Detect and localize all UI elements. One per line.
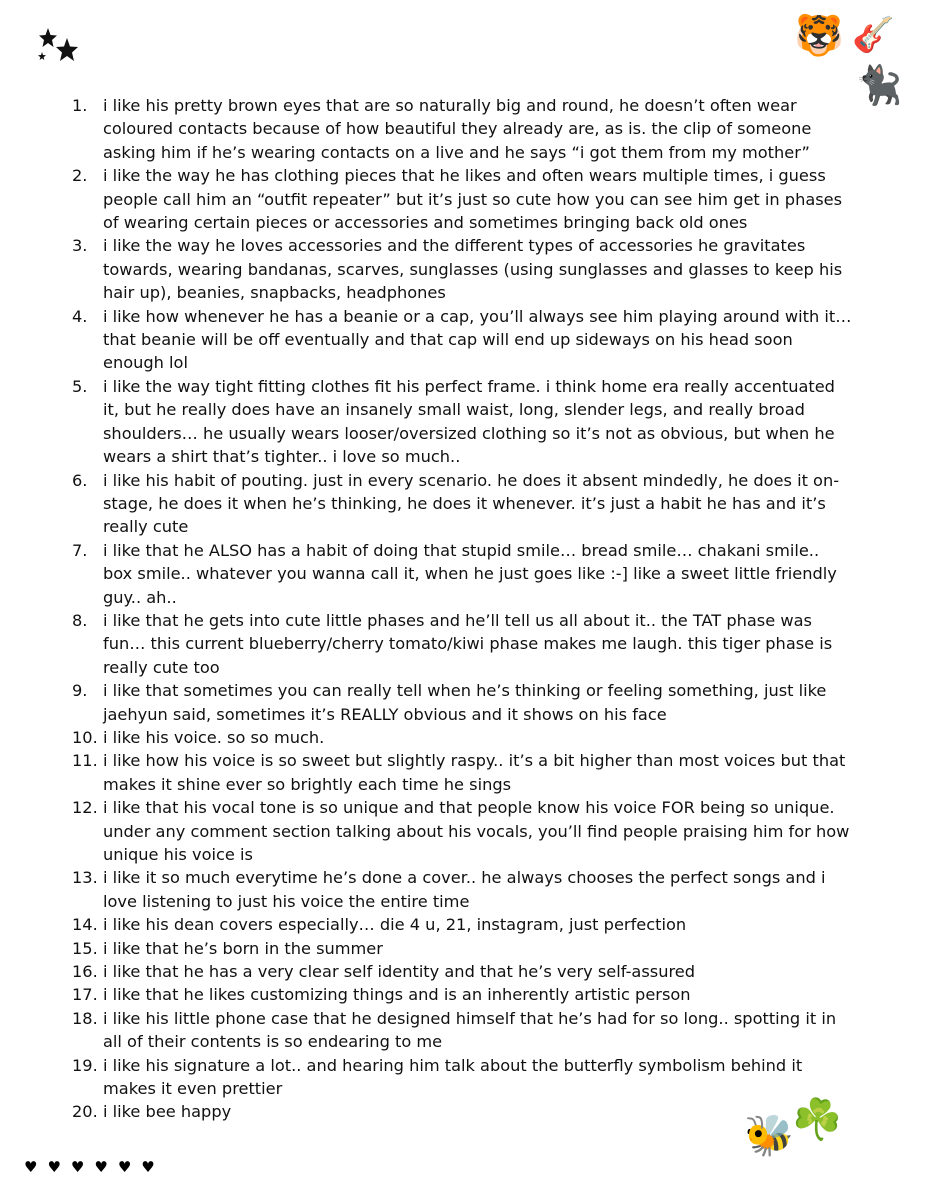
item-text: i like that he has a very clear self identity and that he’s very self-assured bbox=[103, 962, 695, 982]
list-item bbox=[72, 983, 852, 1006]
item-text: i like how his voice is so sweet but slightly raspy.. it’s a bit higher than most voices but that makes it shine ever so brightly each time he sings bbox=[103, 751, 846, 794]
item-number: 11. bbox=[72, 751, 98, 771]
item-number: 10. bbox=[72, 727, 98, 747]
item-number: 5. bbox=[72, 376, 88, 396]
item-number: 7. bbox=[72, 540, 88, 560]
item-text: i like that he’s born in the summer bbox=[103, 938, 383, 958]
item-number: 4. bbox=[72, 306, 88, 326]
item-text: i like that he likes customizing things and is an inherently artistic person bbox=[103, 985, 691, 1005]
bee-icon: 🐝 bbox=[744, 1113, 794, 1159]
item-text: i like the way tight fitting clothes fit his perfect frame. i think home era really accentuated it, but he really does have an insanely small waist, long, slender legs, and really broad shoulders… he usually wears looser/oversized clothing so it’s not as obvious, but when he wears a shirt that’s tighter.. i love so much.. bbox=[103, 376, 835, 467]
item-text: i like that he ALSO has a habit of doing that stupid smile… bread smile… chakani smile.. box smile.. whatever you wanna call it, when he just goes like :-] like a sweet little friendly guy.. ah.. bbox=[103, 540, 837, 607]
heart-icon: ♥ bbox=[24, 1158, 38, 1176]
list-item bbox=[72, 375, 852, 469]
list-item bbox=[72, 1007, 852, 1054]
item-number: 9. bbox=[72, 681, 88, 701]
item-text: i like his voice. so so much. bbox=[103, 727, 325, 747]
list-item bbox=[72, 164, 852, 234]
list-item bbox=[72, 1054, 852, 1101]
list-item bbox=[72, 913, 852, 936]
item-number: 20. bbox=[72, 1102, 98, 1122]
item-text: i like his habit of pouting. just in every scenario. he does it absent mindedly, he does it on-stage, he does it when he’s thinking, he does it whenever. it’s just a habit he has and it’s really cute bbox=[103, 470, 840, 537]
sparkle-stars-icon bbox=[36, 26, 82, 66]
list-item bbox=[72, 469, 852, 539]
heart-icon: ♥ bbox=[70, 1158, 85, 1176]
list-item bbox=[72, 937, 852, 960]
item-number: 1. bbox=[72, 96, 88, 115]
item-number: 12. bbox=[72, 798, 98, 818]
heart-icon: ♥ bbox=[141, 1158, 155, 1176]
hearts-row bbox=[24, 1158, 155, 1176]
item-number: 16. bbox=[72, 962, 98, 982]
heart-icon: ♥ bbox=[47, 1158, 61, 1176]
list-item bbox=[72, 796, 852, 866]
shamrock-icon: ☘️ bbox=[792, 1097, 842, 1143]
electric-guitar-icon: 🎸 bbox=[852, 15, 895, 55]
item-number: 8. bbox=[72, 610, 88, 630]
item-text: i like his little phone case that he designed himself that he’s had for so long.. spotting it in all of their contents is so endearing to me bbox=[103, 1008, 837, 1052]
item-text: i like that his vocal tone is so unique and that people know his voice FOR being so unique. under any comment section talking about his vocals, you’ll find people praising him for how unique his voice is bbox=[103, 798, 850, 864]
item-text: i like his pretty brown eyes that are so naturally big and round, he doesn’t often wear coloured contacts because of how beautiful they already are, as is. the clip of someone asking him if he’s wearing contacts on a live and he says “i got them from my mother” bbox=[103, 96, 812, 162]
list-item bbox=[72, 1100, 852, 1123]
item-text: i like bee happy bbox=[103, 1102, 232, 1122]
likes-list bbox=[72, 94, 852, 1124]
item-text: i like how whenever he has a beanie or a cap, you’ll always see him playing around with it… that beanie will be off eventually and that cap will end up sideways on his head soon enough lol bbox=[103, 306, 852, 373]
heart-icon: ♥ bbox=[94, 1158, 108, 1176]
item-number: 3. bbox=[72, 236, 88, 256]
item-number: 13. bbox=[72, 868, 98, 888]
list-item bbox=[72, 234, 852, 304]
list-item bbox=[72, 609, 852, 679]
list-item bbox=[72, 960, 852, 983]
list-item bbox=[72, 679, 852, 726]
item-number: 15. bbox=[72, 938, 98, 958]
item-number: 19. bbox=[72, 1055, 98, 1075]
item-number: 2. bbox=[72, 166, 88, 186]
item-text: i like that sometimes you can really tell when he’s thinking or feeling something, just like jaehyun said, sometimes it’s REALLY obvious and it shows on his face bbox=[103, 681, 827, 724]
list-item bbox=[72, 866, 852, 913]
item-number: 17. bbox=[72, 985, 98, 1005]
item-text: i like it so much everytime he’s done a cover.. he always chooses the perfect songs and i love listening to just his voice the entire time bbox=[103, 868, 826, 911]
item-text: i like the way he loves accessories and the different types of accessories he gravitates towards, wearing bandanas, scarves, sunglasses (using sunglasses and glasses to keep his hair up), beanies, snapbacks, headphones bbox=[103, 236, 843, 303]
black-cat-icon: 🐈‍⬛ bbox=[855, 63, 903, 107]
item-text: i like that he gets into cute little phases and he’ll tell us all about it.. the TAT phase was fun… this current blueberry/cherry tomato/kiwi phase makes me laugh. this tiger phase is really cute too bbox=[103, 610, 833, 677]
list-item bbox=[72, 749, 852, 796]
list-item bbox=[72, 539, 852, 609]
list-item bbox=[72, 726, 852, 749]
item-text: i like his signature a lot.. and hearing him talk about the butterfly symbolism behind it makes it even prettier bbox=[103, 1055, 803, 1099]
tiger-face-icon: 🐯 bbox=[794, 13, 844, 59]
item-text: i like the way he has clothing pieces that he likes and often wears multiple times, i guess people call him an “outfit repeater” but it’s just so cute how you can see him get in phases of wearing certain pieces or accessories and sometimes bringing back old ones bbox=[103, 166, 843, 233]
item-number: 6. bbox=[72, 470, 88, 490]
list-item bbox=[72, 305, 852, 375]
item-text: i like his dean covers especially… die 4 u, 21, instagram, just perfection bbox=[103, 915, 687, 935]
list-item bbox=[72, 94, 852, 164]
item-number: 18. bbox=[72, 1008, 98, 1028]
item-number: 14. bbox=[72, 915, 98, 935]
heart-icon: ♥ bbox=[117, 1158, 132, 1176]
